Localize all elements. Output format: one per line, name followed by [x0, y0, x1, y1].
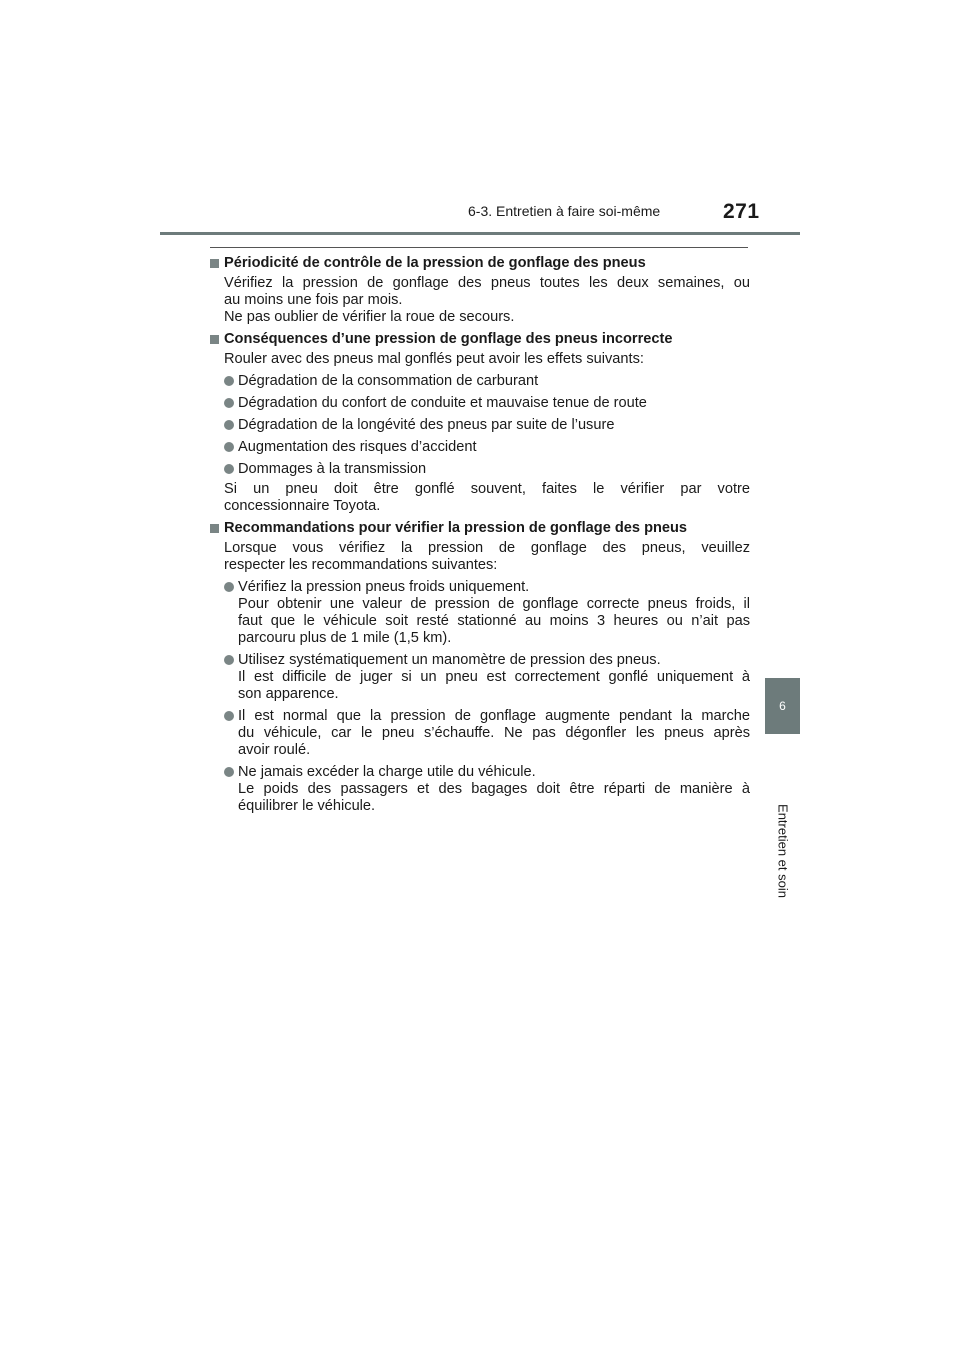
chapter-label: Entretien et soin — [775, 804, 791, 898]
page-number: 271 — [723, 200, 760, 223]
chapter-tab — [765, 678, 800, 734]
square-bullet-icon — [210, 259, 219, 268]
list-item: Utilisez systématiquement un manomètre de pression des pneus. Il est difficile de juger si un pneu est correctement gonflé uniquement à son apparence. — [210, 652, 750, 703]
round-bullet-icon — [224, 582, 234, 592]
list-item: Dommages à la transmission — [210, 461, 750, 478]
page-content — [210, 255, 750, 815]
square-bullet-icon — [210, 524, 219, 533]
section-title-recommendations: Recommandations pour vérifier la pression de gonflage des pneus — [210, 520, 750, 537]
paragraph: Si un pneu doit être gonflé souvent, faites le vérifier par votre concessionnaire Toyota. — [224, 481, 750, 514]
round-bullet-icon — [224, 711, 234, 721]
round-bullet-icon — [224, 464, 234, 474]
list-item: Dégradation du confort de conduite et mauvaise tenue de route — [210, 395, 750, 412]
list-item: Augmentation des risques d’accident — [210, 439, 750, 456]
content-divider — [210, 247, 748, 248]
list-item: Dégradation de la consommation de carburant — [210, 373, 750, 390]
section-title-frequency: Périodicité de contrôle de la pression de gonflage des pneus — [210, 255, 750, 272]
round-bullet-icon — [224, 376, 234, 386]
paragraph: Vérifiez la pression de gonflage des pneus toutes les deux semaines, ou au moins une fois par mois. Ne pas oublier de vérifier la roue de secours. — [224, 275, 750, 325]
paragraph: Rouler avec des pneus mal gonflés peut avoir les effets suivants: — [224, 351, 644, 367]
chapter-number: 6 — [779, 699, 786, 713]
section-title-consequences: Conséquences d’une pression de gonflage des pneus incorrecte — [210, 331, 750, 348]
round-bullet-icon — [224, 767, 234, 777]
paragraph: Lorsque vous vérifiez la pression de gonflage des pneus, veuillez respecter les recommandations suivantes: — [224, 540, 750, 573]
list-item: Il est normal que la pression de gonflage augmente pendant la marche du véhicule, car le pneu s’échauffe. Ne pas dégonfler les pneus après avoir roulé. — [210, 708, 750, 759]
round-bullet-icon — [224, 655, 234, 665]
round-bullet-icon — [224, 420, 234, 430]
list-item: Dégradation de la longévité des pneus par suite de l’usure — [210, 417, 750, 434]
list-item: Ne jamais excéder la charge utile du véhicule. Le poids des passagers et des bagages doit être réparti de manière à équilibrer le véhicule. — [210, 764, 750, 815]
round-bullet-icon — [224, 398, 234, 408]
header-section-title: 6-3. Entretien à faire soi-même — [468, 203, 661, 219]
list-item: Vérifiez la pression pneus froids uniquement. Pour obtenir une valeur de pression de gonflage correcte pneus froids, il faut que le véhicule soit resté stationné au moins 3 heures ou n’ait pas parcouru plus de 1 mile (1,5 km). — [210, 579, 750, 647]
square-bullet-icon — [210, 335, 219, 344]
header-divider — [160, 232, 800, 235]
round-bullet-icon — [224, 442, 234, 452]
